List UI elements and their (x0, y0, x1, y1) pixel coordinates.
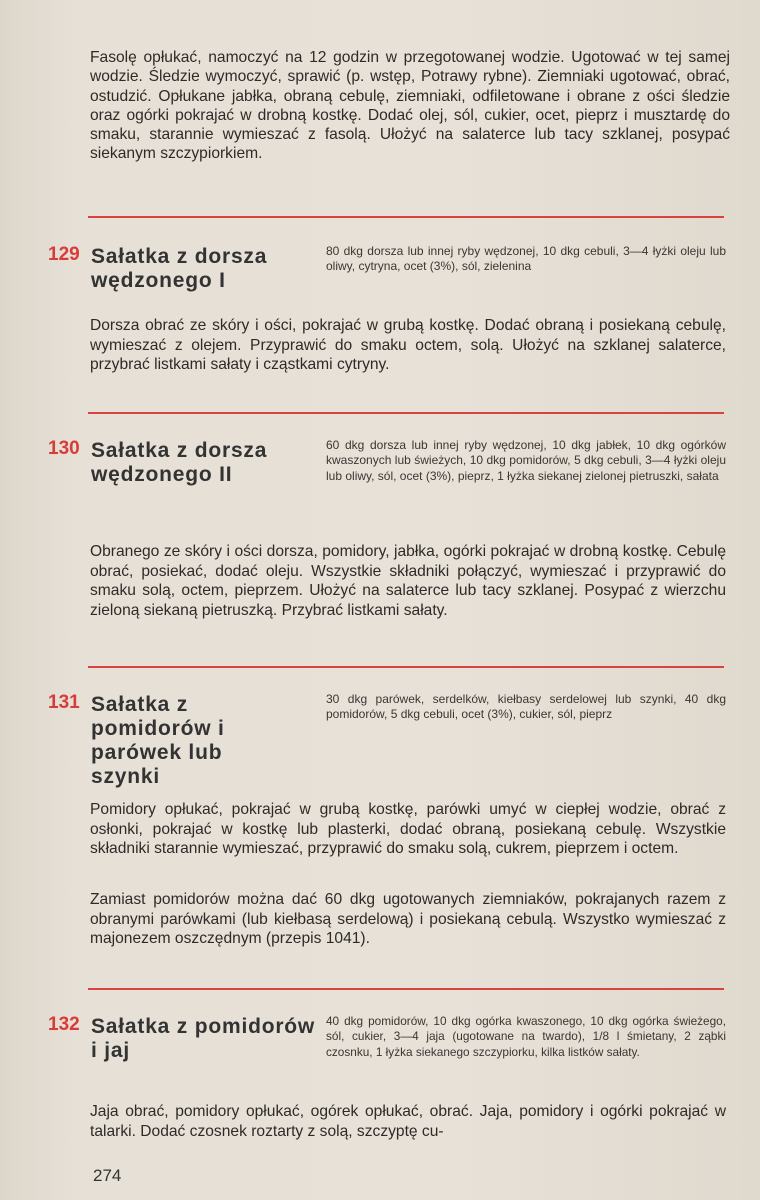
recipe-variant-note: Zamiast pomidorów można dać 60 dkg ugotowanych ziemniaków, pokrajanych razem z obranymi parówkami (lub kiełbasą serdelową) i posiekaną cebulą. Wszystko wymieszać z majonezem oszczędnym (przepis 1041). (90, 891, 726, 948)
recipe-ingredients: 40 dkg pomidorów, 10 dkg ogórka kwaszonego, 10 dkg ogórka świeżego, sól, cukier, 3—4 jaja (ugotowane na twardo), 1/8 l śmietany, 2 ząbki czosnku, 1 łyżka siekanego szczypiorku, kilka listków sałaty. (326, 1014, 726, 1059)
section-divider (88, 412, 724, 414)
recipe-ingredients: 60 dkg dorsza lub innej ryby wędzonej, 10 dkg jabłek, 10 dkg ogórków kwaszonych lub świeżych, 10 dkg pomidorów, 5 dkg cebuli, 3—4 łyżki oleju lub oliwy, sól, ocet (3%), pieprz, 1 łyżka siekanej zielonej pietruszki, sałata (326, 438, 726, 483)
section-divider (88, 216, 724, 218)
recipe-title: Sałatka z dorsza wędzonego II (91, 439, 268, 486)
recipe-instructions: Pomidory opłukać, pokrajać w grubą kostkę, parówki umyć w ciepłej wodzie, obrać z osłonki, pokrajać w kostkę lub plasterki, dodać obraną, posiekaną cebulę. Wszystkie składniki starannie wymieszać, przyprawić do smaku solą, cukrem, pieprzem i octem. (90, 801, 726, 858)
recipe-ingredients: 80 dkg dorsza lub innej ryby wędzonej, 10 dkg cebuli, 3—4 łyżki oleju lub oliwy, cytryna, ocet (3%), sól, zielenina (326, 244, 726, 274)
recipe-instructions: Dorsza obrać ze skóry i ości, pokrajać w grubą kostkę. Dodać obraną i posiekaną cebulę, wymieszać z olejem. Przyprawić do smaku octem, solą. Ułożyć na szklanej salaterce, przybrać listkami sałaty i cząstkami cytryny. (90, 317, 726, 374)
recipe-number: 131 (48, 692, 80, 713)
recipe-title: Sałatka z pomidorów i jaj (91, 1015, 316, 1062)
recipe-instructions: Jaja obrać, pomidory opłukać, ogórek opłukać, obrać. Jaja, pomidory i ogórki pokrajać w talarki. Dodać czosnek roztarty z solą, szczyptę cu- (90, 1103, 726, 1140)
recipe-instructions: Obranego ze skóry i ości dorsza, pomidory, jabłka, ogórki pokrajać w drobną kostkę. Cebulę obrać, posiekać, dodać oleju. Wszystkie składniki połączyć, wymieszać i przyprawić do smaku solą, octem, pieprzem. Ułożyć na salaterce lub tacy szklanej. Posypać z wierzchu zieloną siekaną pietruszką. Przybrać listkami sałaty. (90, 543, 726, 619)
page-number: 274 (93, 1166, 122, 1185)
section-divider (88, 666, 724, 668)
intro-paragraph: Fasolę opłukać, namoczyć na 12 godzin w przegotowanej wodzie. Ugotować w tej samej wodzie. Śledzie wymoczyć, sprawić (p. wstęp, Potrawy rybne). Ziemniaki ugotować, obrać, ostudzić. Opłukane jabłka, obraną cebulę, ziemniaki, odfiletowane i obrane z ości śledzie oraz ogórki pokrajać w drobną kostkę. Dodać olej, sól, cukier, ocet, pieprz i musztardę do smaku, starannie wymieszać z fasolą. Ułożyć na salaterce lub tacy szklanej, posypać siekanym szczypiorkiem. (90, 49, 730, 163)
recipe-number: 129 (48, 244, 80, 265)
recipe-number: 130 (48, 438, 80, 459)
section-divider (88, 988, 724, 990)
recipe-title: Sałatka z pomidorów i parówek lub szynki (91, 693, 225, 788)
recipe-number: 132 (48, 1014, 80, 1035)
recipe-title: Sałatka z dorsza wędzonego I (91, 245, 268, 292)
recipe-ingredients: 30 dkg parówek, serdelków, kiełbasy serdelowej lub szynki, 40 dkg pomidorów, 5 dkg cebuli, ocet (3%), cukier, sól, pieprz (326, 692, 726, 722)
